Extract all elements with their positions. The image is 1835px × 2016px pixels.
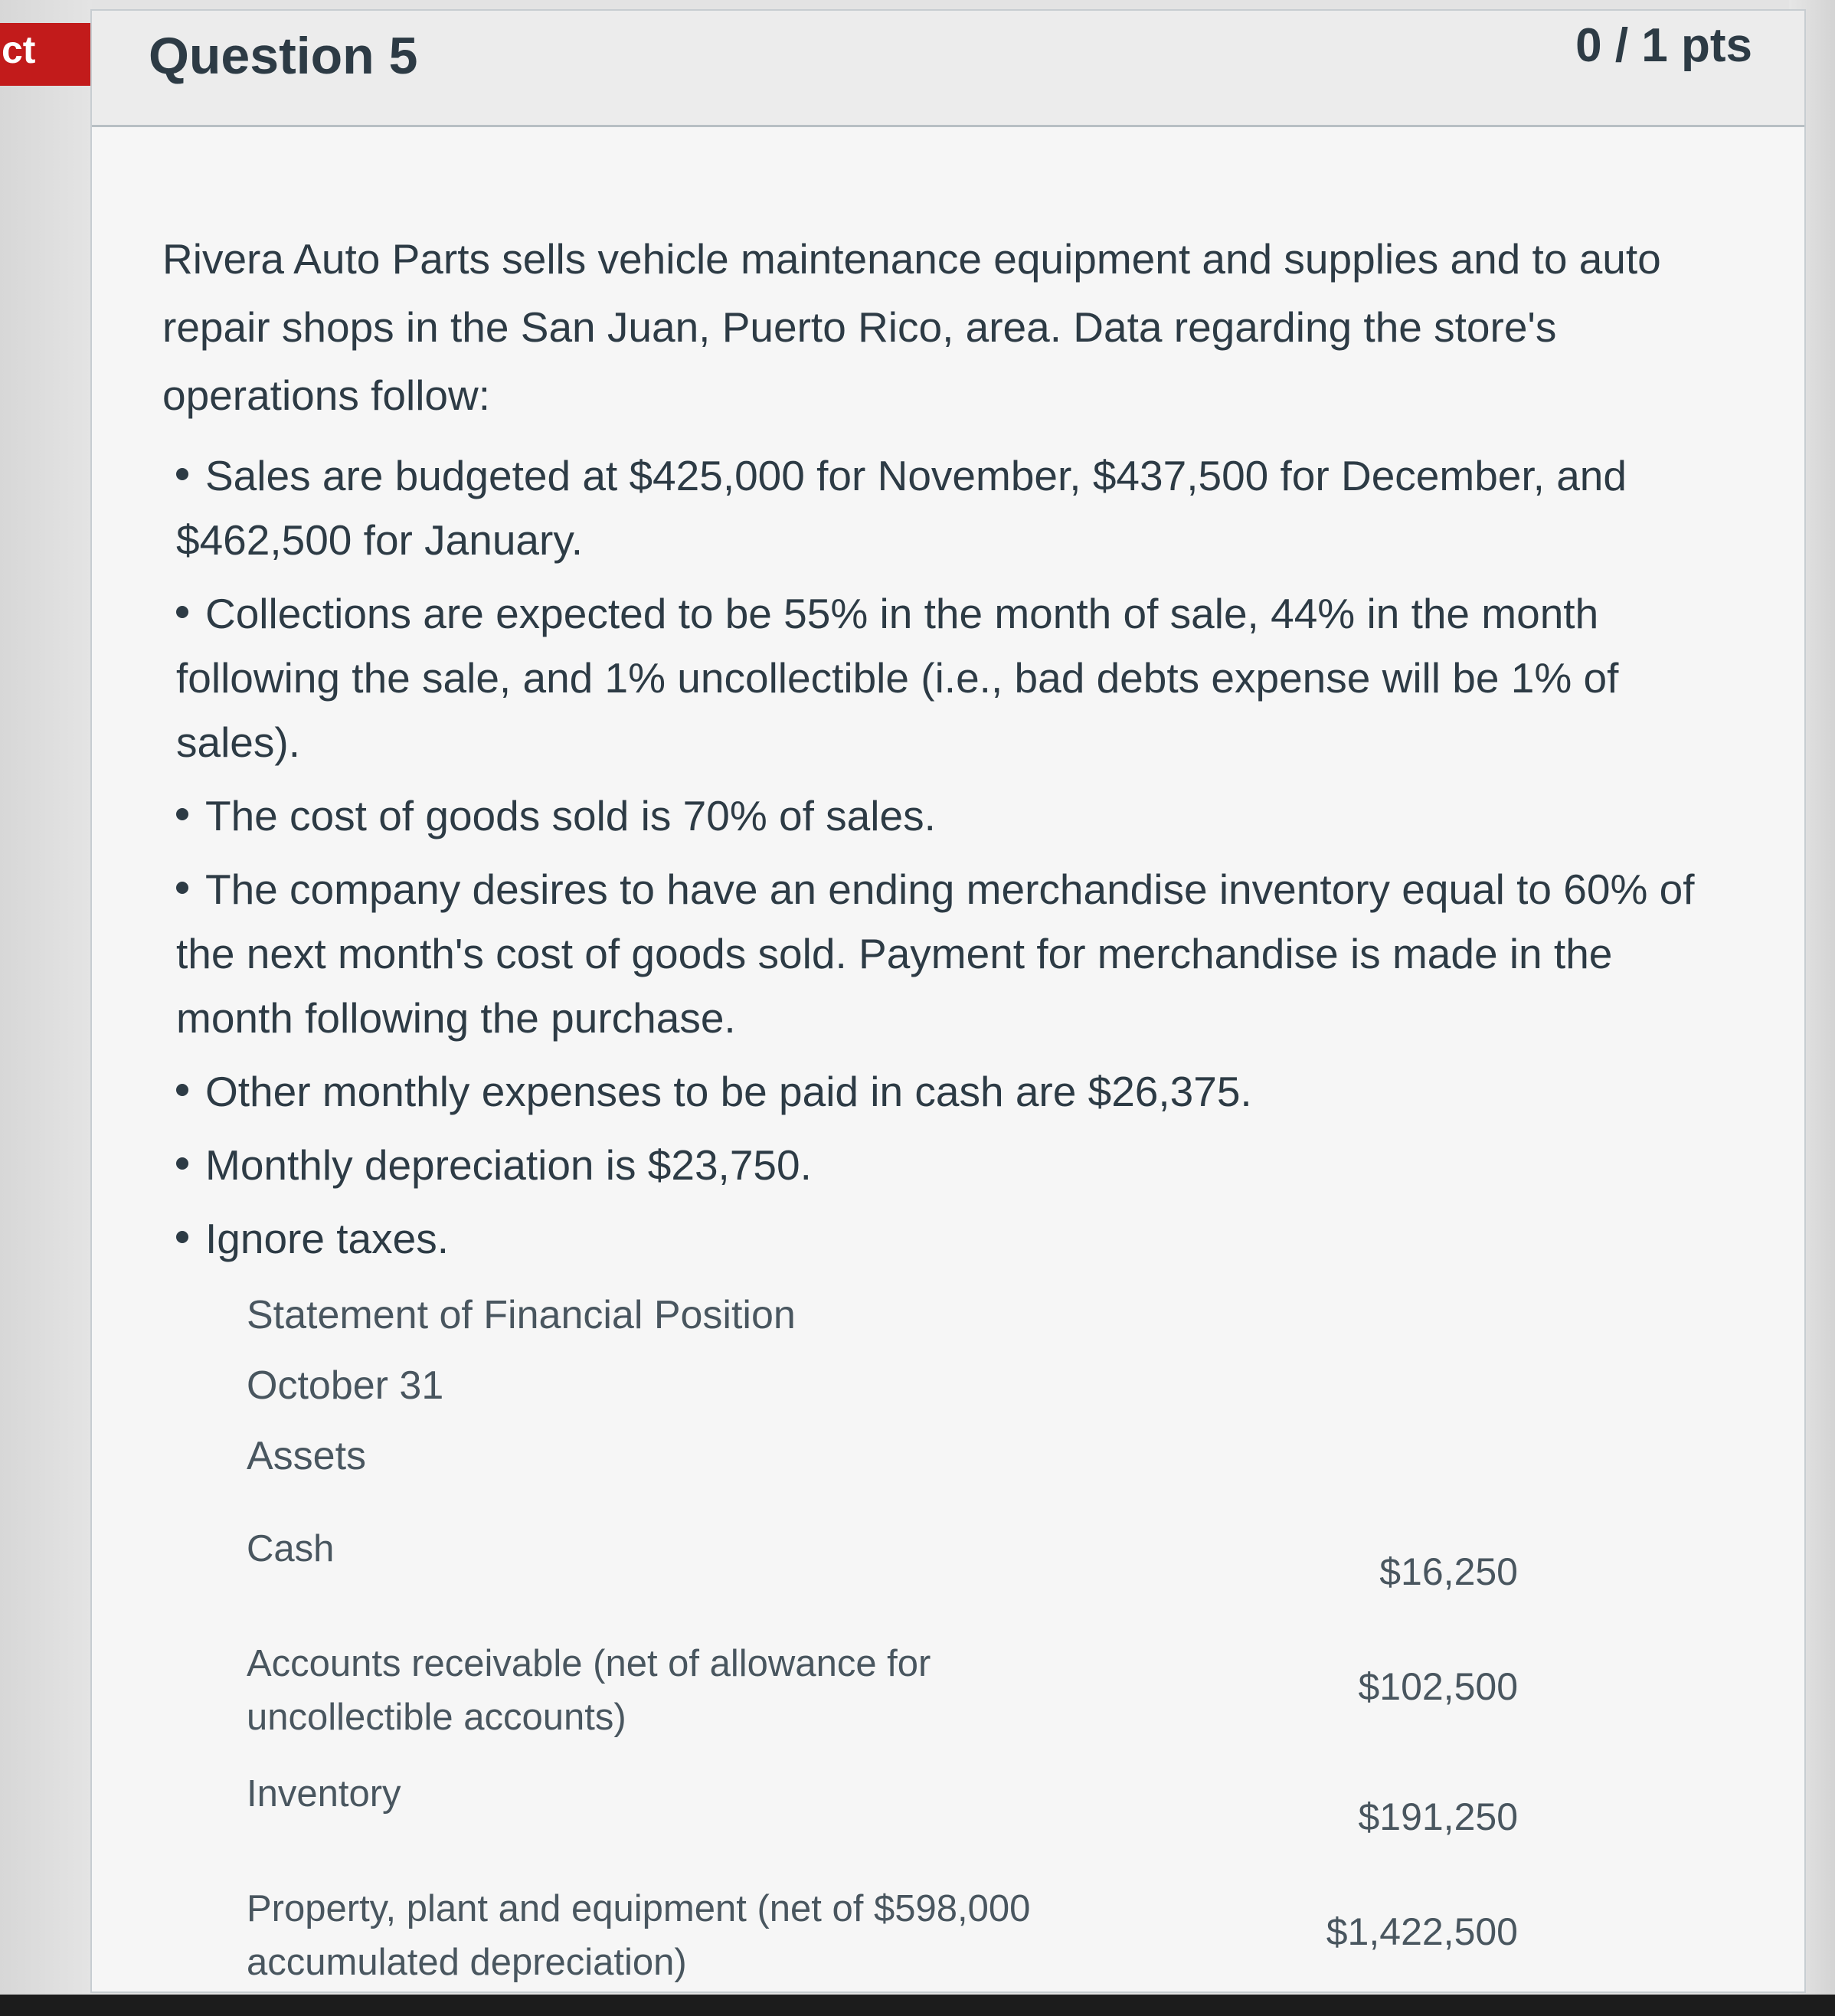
question-points: 0 / 1 pts: [1575, 19, 1752, 72]
bullet-text: Other monthly expenses to be paid in cash are $26,375.: [205, 1068, 1252, 1115]
question-nav-flag-label: ct: [2, 28, 36, 71]
bullet-item-depreciation: [176, 1133, 1740, 1197]
question-intro: Rivera Auto Parts sells vehicle maintenance equipment and supplies and to auto repair shops in the San Juan, Puerto Rico, area. Data regarding the store's operations follow:: [162, 235, 1661, 419]
bullet-dot-icon: [176, 1084, 188, 1096]
left-gutter: [0, 0, 92, 2016]
table-row: [247, 1767, 1518, 1882]
statement-title: Statement of Financial Position: [247, 1293, 796, 1337]
bullet-text: The company desires to have an ending merchandise inventory equal to 60% of the next month's cost of goods sold. Payment for merchandise is made in the month following the purchase.: [176, 866, 1695, 1042]
question-card: [90, 9, 1806, 1993]
asset-label-inventory: Inventory: [247, 1773, 401, 1815]
bullet-item-cogs: [176, 784, 1740, 848]
bullet-item-expenses: [176, 1059, 1740, 1124]
bullet-dot-icon: [176, 808, 188, 820]
asset-label-ppe: Property, plant and equipment (net of $598,000 accumulated depreciation): [247, 1888, 1031, 1983]
table-row: [247, 1522, 1518, 1637]
question-body: [162, 225, 1740, 2012]
bullet-text: Sales are budgeted at $425,000 for November, $437,500 for December, and $462,500 for January.: [176, 452, 1627, 564]
bullet-dot-icon: [176, 1157, 188, 1170]
bullet-dot-icon: [176, 606, 188, 618]
assets-table: [247, 1522, 1518, 2012]
bullet-dot-icon: [176, 882, 188, 894]
bullet-item-taxes: [176, 1206, 1740, 1271]
asset-value-cash: $16,250: [1379, 1550, 1518, 1593]
bullet-text: Monthly depreciation is $23,750.: [205, 1141, 812, 1189]
question-title: Question 5: [149, 27, 418, 85]
bullet-dot-icon: [176, 468, 188, 480]
asset-label-receivable: Accounts receivable (net of allowance for uncollectible accounts): [247, 1643, 931, 1738]
asset-value-inventory: $191,250: [1358, 1795, 1518, 1838]
assets-heading: Assets: [247, 1434, 367, 1478]
asset-label-cash: Cash: [247, 1528, 335, 1569]
bullet-item-sales: [176, 443, 1740, 572]
statement-date: October 31: [247, 1363, 444, 1408]
asset-value-receivable: $102,500: [1358, 1665, 1518, 1708]
bottom-bezel: [0, 1995, 1835, 2016]
bullet-text: Ignore taxes.: [205, 1215, 449, 1262]
bullet-text: Collections are expected to be 55% in the month of sale, 44% in the month following the sale, and 1% uncollectible (i.e., bad debts expense will be 1% of sales).: [176, 590, 1619, 766]
table-row: [247, 1882, 1518, 2012]
financial-statement: [162, 1280, 1740, 2012]
bullet-item-collections: [176, 581, 1740, 774]
data-bullet-list: [162, 443, 1740, 1271]
bullet-item-inventory: [176, 857, 1740, 1050]
bullet-text: The cost of goods sold is 70% of sales.: [205, 792, 936, 839]
asset-value-ppe: $1,422,500: [1326, 1910, 1518, 1953]
table-row: [247, 1637, 1518, 1767]
bullet-dot-icon: [176, 1231, 188, 1243]
question-header: [92, 11, 1804, 127]
